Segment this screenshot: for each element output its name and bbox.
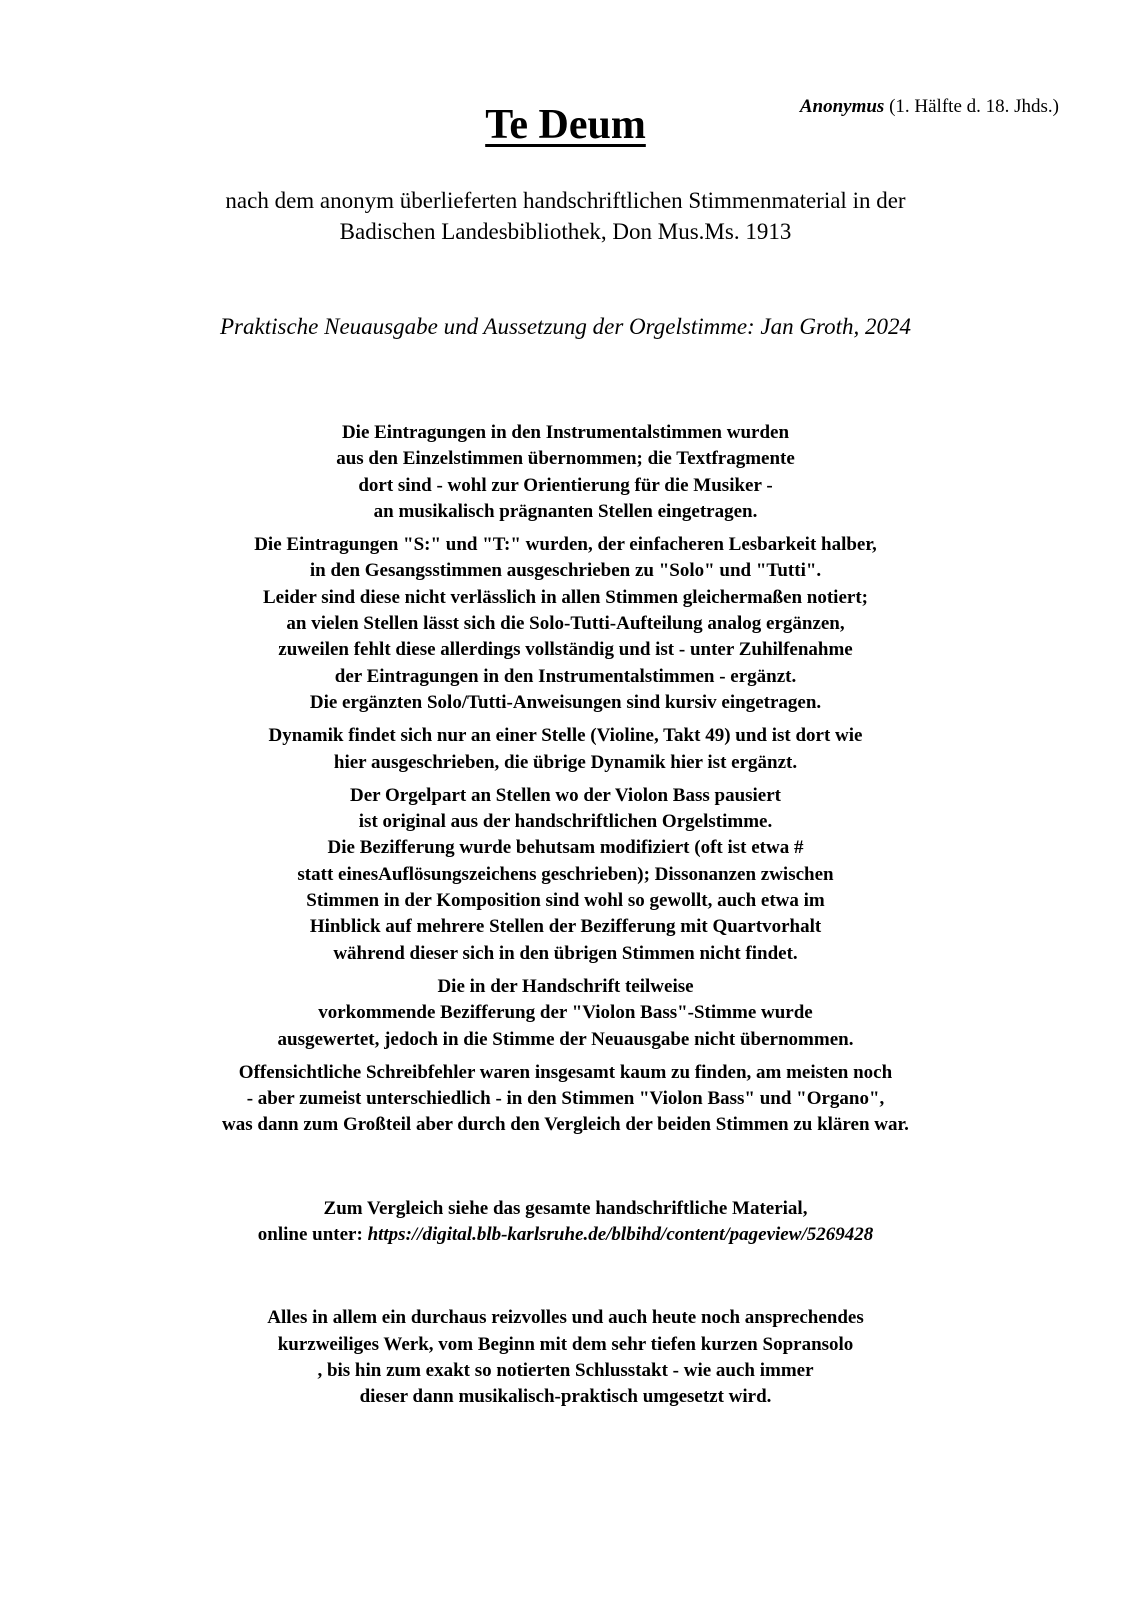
- note-line: vorkommende Bezifferung der "Violon Bass"-Stimme wurde: [318, 1002, 813, 1024]
- note-paragraph-6: [0, 1060, 1131, 1139]
- note-line: an musikalisch prägnanten Stellen eingetragen.: [373, 500, 758, 522]
- note-paragraph-1: [0, 420, 1131, 525]
- composer-name: Anonymus: [799, 96, 885, 117]
- note-paragraph-5: [0, 974, 1131, 1053]
- online-prefix: online unter:: [257, 1224, 368, 1246]
- note-line: [0, 1222, 1131, 1248]
- note-line: Die in der Handschrift teilweise: [437, 975, 694, 997]
- editorial-notes: [0, 420, 1131, 1418]
- note-line: Zum Vergleich siehe das gesamte handschriftliche Material,: [323, 1197, 808, 1219]
- note-line: Hinblick auf mehrere Stellen der Bezifferung mit Quartvorhalt: [309, 916, 822, 938]
- title-text: Te Deum: [485, 102, 646, 148]
- closing-paragraph: [0, 1305, 1131, 1410]
- note-line: Die Eintragungen "S:" und "T:" wurden, der einfacheren Lesbarkeit halber,: [254, 534, 877, 556]
- note-line: Dynamik findet sich nur an einer Stelle (Violine, Takt 49) und ist dort wie: [268, 725, 863, 747]
- note-line: an vielen Stellen lässt sich die Solo-Tutti-Aufteilung analog ergänzen,: [286, 613, 845, 635]
- note-paragraph-4: [0, 783, 1131, 967]
- note-line: statt einesAuflösungszeichens geschrieben); Dissonanzen zwischen: [297, 863, 834, 885]
- note-line: Der Orgelpart an Stellen wo der Violon Bass pausiert: [349, 784, 782, 806]
- note-paragraph-3: [0, 723, 1131, 776]
- source-description: [0, 185, 1131, 247]
- manuscript-url[interactable]: https://digital.blb-karlsruhe.de/blbihd/content/pageview/5269428: [367, 1224, 874, 1246]
- note-line: Die Eintragungen in den Instrumentalstimmen wurden: [341, 422, 790, 443]
- note-line: zuweilen fehlt diese allerdings vollständig und ist - unter Zuhilfenahme: [278, 639, 853, 661]
- note-line: Offensichtliche Schreibfehler waren insgesamt kaum zu finden, am meisten noch: [238, 1061, 893, 1083]
- note-line: Die Bezifferung wurde behutsam modifiziert (oft ist etwa #: [327, 837, 804, 859]
- composer-date: (1. Hälfte d. 18. Jhds.): [884, 96, 1059, 117]
- note-line: Stimmen in der Komposition sind wohl so gewollt, auch etwa im: [306, 890, 825, 912]
- source-line: Badischen Landesbibliothek, Don Mus.Ms. 1913: [339, 219, 792, 244]
- note-line: Die ergänzten Solo/Tutti-Anweisungen sind kursiv eingetragen.: [309, 691, 822, 713]
- note-line: was dann zum Großteil aber durch den Vergleich der beiden Stimmen zu klären war.: [222, 1114, 909, 1136]
- note-line: der Eintragungen in den Instrumentalstimmen - ergänzt.: [334, 665, 797, 687]
- page-title: [0, 98, 1131, 152]
- comparison-paragraph: [0, 1196, 1131, 1249]
- source-line: nach dem anonym überlieferten handschriftlichen Stimmenmaterial in der: [225, 188, 906, 213]
- note-line: aus den Einzelstimmen übernommen; die Textfragmente: [336, 448, 795, 470]
- note-line: hier ausgeschrieben, die übrige Dynamik hier ist ergänzt.: [333, 751, 798, 773]
- note-line: dieser dann musikalisch-praktisch umgesetzt wird.: [359, 1386, 772, 1408]
- note-line: - aber zumeist unterschiedlich - in den Stimmen "Violon Bass" und "Organo",: [246, 1088, 885, 1110]
- note-line: ausgewertet, jedoch in die Stimme der Neuausgabe nicht übernommen.: [277, 1028, 854, 1050]
- note-paragraph-2: [0, 532, 1131, 716]
- note-line: Alles in allem ein durchaus reizvolles und auch heute noch ansprechendes: [267, 1307, 864, 1329]
- note-line: ist original aus der handschriftlichen Orgelstimme.: [358, 811, 773, 833]
- edition-credit: Praktische Neuausgabe und Aussetzung der Orgelstimme: Jan Groth, 2024: [220, 314, 911, 339]
- note-line: kurzweiliges Werk, vom Beginn mit dem sehr tiefen kurzen Sopransolo: [277, 1333, 854, 1355]
- note-line: dort sind - wohl zur Orientierung für die Musiker -: [358, 474, 773, 496]
- note-line: Leider sind diese nicht verlässlich in allen Stimmen gleichermaßen notiert;: [263, 586, 868, 608]
- note-line: in den Gesangsstimmen ausgeschrieben zu "Solo" und "Tutti".: [309, 560, 822, 582]
- note-line: , bis hin zum exakt so notierten Schlusstakt - wie auch immer: [317, 1359, 814, 1381]
- note-line: während dieser sich in den übrigen Stimmen nicht findet.: [333, 942, 798, 964]
